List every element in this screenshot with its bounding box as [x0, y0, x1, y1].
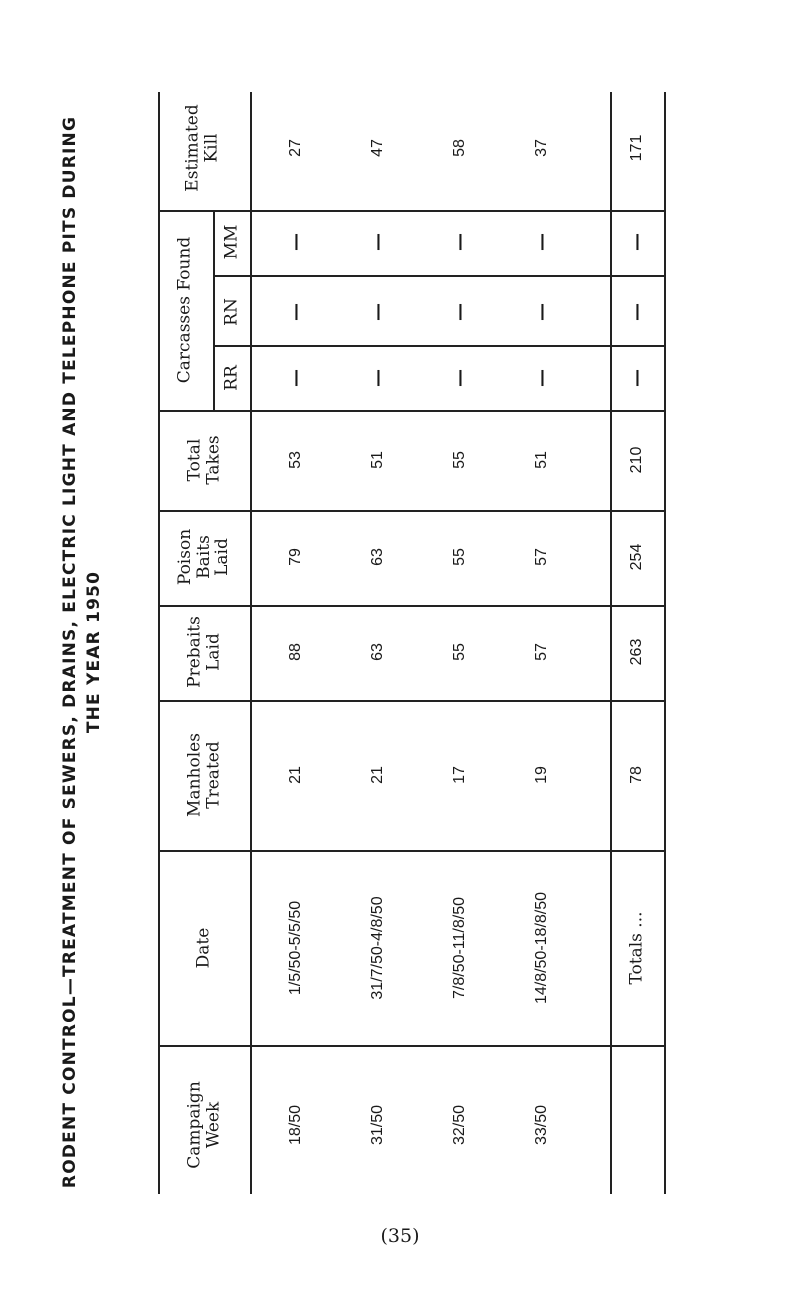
title-line-1: RODENT CONTROL—TREATMENT OF SEWERS, DRAINS, ELECTRIC LIGHT AND TELEPHONE PITS DURING	[60, 115, 80, 1189]
rule-below-prebaits	[160, 700, 665, 702]
rule-carcasses-sub-rr	[215, 345, 665, 347]
rule-below-poison-baits	[160, 605, 665, 607]
rule-below-carcasses	[160, 410, 665, 412]
rule-before-totals	[610, 92, 612, 1194]
rodent-control-table: Estimated Kill Carcasses Found MM RN RR Total Takes Poison Baits Laid Prebaits Laid Manholes Treated Date Campaign Week 27 — — — 53 79 88 21 1/5/50-5/5/50 18/50 47 — — — 51 63 63 21 31/7/50-4/8/50 31/50 58 — — — 55 55 55 17 7/8/50-11/8/50 32/50 37 — — — 51 57 57 19 14/8/50-18/8/50 33/50 171 — — — 210 254 263 78 Totals ...	[0, 0, 800, 1305]
rule-header-divider	[250, 92, 252, 1194]
rule-carcasses-subheader	[213, 210, 215, 410]
page-number: (35)	[380, 1225, 420, 1247]
rule-below-date	[160, 1045, 665, 1047]
rule-above-estimated-kill-divider	[160, 210, 665, 212]
title-line-2: THE YEAR 1950	[84, 570, 104, 734]
rule-carcasses-sub-rn	[215, 275, 665, 277]
rule-left-edge	[158, 92, 160, 1194]
rule-below-manholes	[160, 850, 665, 852]
rule-below-total-takes	[160, 510, 665, 512]
rule-right-edge	[664, 92, 666, 1194]
